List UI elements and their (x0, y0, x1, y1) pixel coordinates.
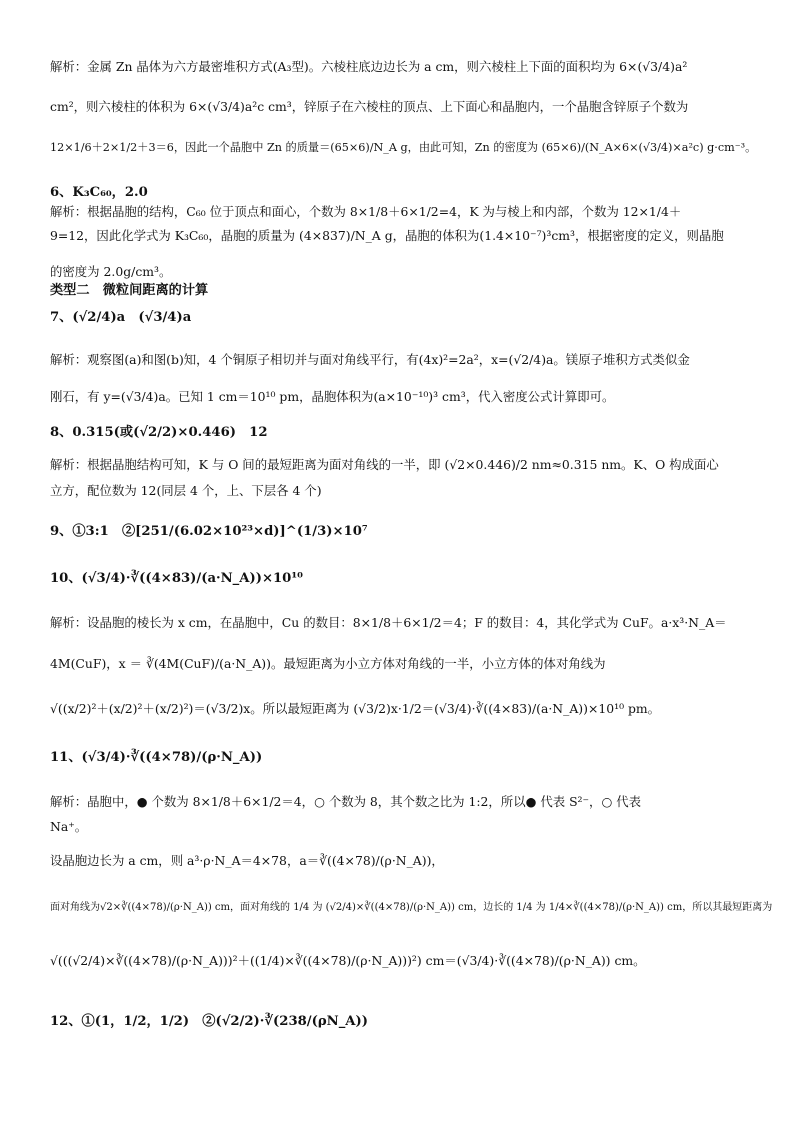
answer-heading: 类型二 微粒间距离的计算 (50, 283, 209, 298)
answer-text-line: 4M(CuF)，x ＝ ∛(4M(CuF)/(a·N_A))。最短距离为小立方体对角线的一半，小立方体的体对角线为 (50, 656, 606, 671)
answer-text-line: 解析：设晶胞的棱长为 x cm，在晶胞中，Cu 的数目：8×1/8＋6×1/2＝4；F 的数目：4，其化学式为 CuF。a·x³·N_A＝ (50, 615, 727, 630)
answer-text-line: 解析：根据晶胞结构可知，K 与 O 间的最短距离为面对角线的一半，即 (√2×0.446)/2 nm≈0.315 nm。K、O 构成面心 (50, 457, 719, 472)
answer-heading: 7、(√2/4)a (√3/4)a (50, 310, 192, 325)
answer-text-line: √(((√2/4)×∛((4×78)/(ρ·N_A)))²＋((1/4)×∛((4×78)/(ρ·N_A)))²) cm＝(√3/4)·∛((4×78)/(ρ·N_A)) cm。 (50, 953, 646, 968)
answer-text-line: 解析：晶胞中，● 个数为 8×1/8＋6×1/2＝4，○ 个数为 8，其个数之比为 1:2，所以● 代表 S²⁻，○ 代表 (50, 794, 641, 809)
answer-text-line: 立方，配位数为 12(同层 4 个，上、下层各 4 个) (50, 483, 322, 498)
answer-heading: 6、K₃C₆₀，2.0 (50, 185, 148, 200)
answer-text-line: 解析：根据晶胞的结构，C₆₀ 位于顶点和面心，个数为 8×1/8＋6×1/2=4，K 为与棱上和内部，个数为 12×1/4＋ (50, 204, 682, 219)
answer-text-line: Na⁺。 (50, 819, 88, 834)
answer-text-line: 12×1/6＋2×1/2＋3＝6，因此一个晶胞中 Zn 的质量＝(65×6)/N_A g，由此可知，Zn 的密度为 (65×6)/(N_A×6×(√3/4)×a²c) g·cm⁻³。 (50, 141, 757, 154)
answer-text-line: 解析：金属 Zn 晶体为六方最密堆积方式(A₃型)。六棱柱底边边长为 a cm，则六棱柱上下面的面积均为 6×(√3/4)a² (50, 59, 688, 74)
answer-text-line: 解析：观察图(a)和图(b)知，4 个铜原子相切并与面对角线平行，有(4x)²=2a²，x=(√2/4)a。镁原子堆积方式类似金 (50, 352, 690, 367)
answer-text-line: 面对角线为√2×∛((4×78)/(ρ·N_A)) cm，面对角线的 1/4 为 (√2/4)×∛((4×78)/(ρ·N_A)) cm，边长的 1/4 为 1/4×∛((4×78)/(ρ·N_A)) cm，所以其最短距离为 (50, 902, 773, 913)
answer-text-line: 设晶胞边长为 a cm，则 a³·ρ·N_A＝4×78，a＝∛((4×78)/(ρ·N_A))， (50, 853, 444, 868)
answer-heading: 12、①(1，1/2，1/2) ②(√2/2)·∛(238/(ρN_A)) (50, 1014, 368, 1029)
answer-text-line: 刚石，有 y=(√3/4)a。已知 1 cm＝10¹⁰ pm，晶胞体积为(a×10⁻¹⁰)³ cm³，代入密度公式计算即可。 (50, 389, 615, 404)
answer-heading: 10、(√3/4)·∛((4×83)/(a·N_A))×10¹⁰ (50, 571, 303, 586)
answer-text-line: 9=12，因此化学式为 K₃C₆₀，晶胞的质量为 (4×837)/N_A g，晶胞的体积为(1.4×10⁻⁷)³cm³，根据密度的定义，则晶胞 (50, 228, 724, 243)
answer-heading: 9、①3:1 ②[251/(6.02×10²³×d)]^(1/3)×10⁷ (50, 524, 368, 539)
answer-text-line: 的密度为 2.0g/cm³。 (50, 264, 172, 279)
answer-text-line: cm²，则六棱柱的体积为 6×(√3/4)a²c cm³，锌原子在六棱柱的顶点、上下面心和晶胞内，一个晶胞含锌原子个数为 (50, 99, 689, 114)
answer-heading: 8、0.315(或(√2/2)×0.446) 12 (50, 425, 268, 440)
answer-text-line: √((x/2)²＋(x/2)²＋(x/2)²)＝(√3/2)x。所以最短距离为 (√3/2)x·1/2＝(√3/4)·∛((4×83)/(a·N_A))×10¹⁰ pm。 (50, 701, 661, 716)
answer-heading: 11、(√3/4)·∛((4×78)/(ρ·N_A)) (50, 750, 263, 765)
